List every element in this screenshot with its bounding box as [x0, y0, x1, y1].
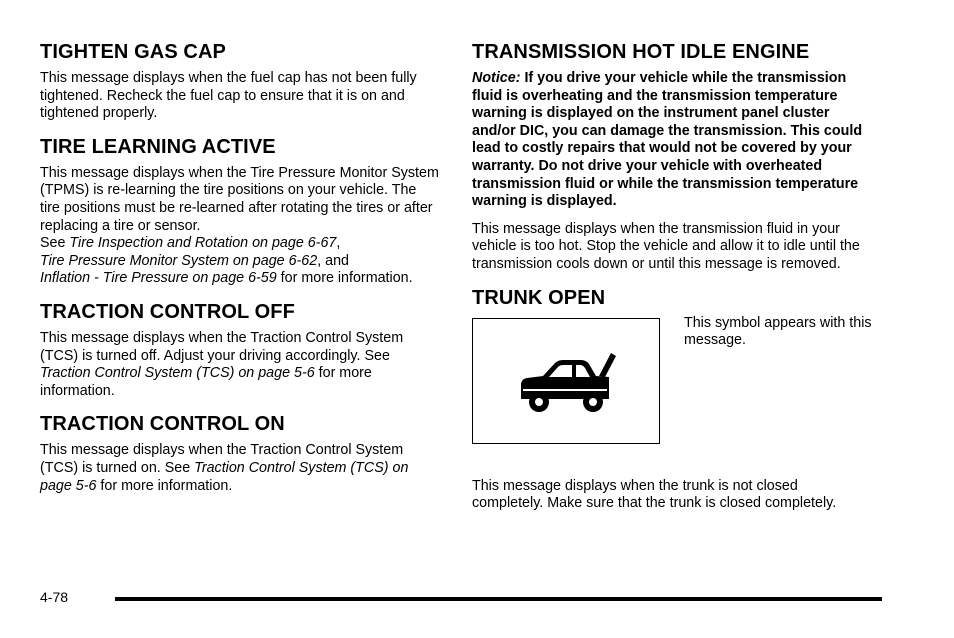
tc-off-tail-text: for more information. [40, 365, 372, 399]
heading-traction-control-on: TRACTION CONTROL ON [40, 413, 285, 436]
notice-paragraph [472, 70, 872, 211]
trunk-symbol-box [472, 318, 660, 444]
trunk-symbol-row [472, 314, 872, 478]
notice-label: Notice: [472, 70, 521, 86]
footer-rule [115, 597, 882, 601]
section-tire-learning-active [40, 135, 440, 288]
paragraph-traction-control-on [40, 442, 440, 495]
tire-body-text: This message displays when the Tire Pressure Monitor System (TPMS) is re-learning the tire positions on your vehicle. The tire positions must be re-learned after rotating the tires or after replacing a tire or sensor. [40, 164, 439, 234]
section-traction-control-on [40, 412, 440, 495]
tire-tail-text: for more information. [276, 270, 413, 287]
tire-rotation-reference-link[interactable]: Tire Inspection and Rotation on page 6-67 [69, 235, 337, 252]
heading-trunk-open: TRUNK OPEN [472, 286, 606, 309]
paragraph-transmission-hot: This message displays when the transmission fluid in your vehicle is too hot. Stop the vehicle and allow it to idle until the transmission cools down or until this message is removed. [472, 220, 860, 272]
trunk-open-icon [517, 347, 619, 419]
paragraph-tire-learning-active [40, 165, 440, 288]
paragraph-traction-control-off [40, 330, 440, 400]
heading-traction-control-off: TRACTION CONTROL OFF [40, 300, 295, 323]
symbol-note: This symbol appears with this message. [684, 314, 872, 349]
tire-separator-2: , and [317, 252, 350, 269]
inflation-reference-link[interactable]: Inflation - Tire Pressure on page 6-59 [40, 270, 277, 287]
tire-see-text: See [40, 235, 70, 252]
heading-tighten-gas-cap: TIGHTEN GAS CAP [40, 41, 226, 63]
tpms-reference-link[interactable]: Tire Pressure Monitor System on page 6-62 [40, 252, 318, 269]
tcs-reference-link-on[interactable]: Traction Control System (TCS) on page 5-6 [40, 459, 409, 494]
tcs-reference-link-off[interactable]: Traction Control System (TCS) on page 5-6 [40, 365, 315, 382]
section-trunk-open [472, 286, 872, 513]
tc-on-tail-text: for more information. [96, 477, 233, 494]
right-column [472, 40, 872, 525]
notice-body-text: If you drive your vehicle while the transmission fluid is overheating and the transmission temperature warning is displayed on the instrument panel cluster and/or DIC, you can damage the transmission. This could lead to costly repairs that would not be covered by your warranty. Do not drive your vehicle with overheated transmission fluid or while the transmission temperature warning is displayed. [472, 70, 863, 210]
section-tighten-gas-cap [40, 40, 440, 123]
tc-on-body-text: This message displays when the Traction Control System (TCS) is turned on. See [40, 442, 404, 476]
heading-tire-learning-active: TIRE LEARNING ACTIVE [40, 135, 276, 158]
heading-transmission-hot-idle-engine: TRANSMISSION HOT IDLE ENGINE [472, 41, 810, 63]
tc-off-body-text: This message displays when the Traction Control System (TCS) is turned off. Adjust your driving accordingly. See [40, 329, 404, 364]
paragraph-trunk-open: This message displays when the trunk is not closed completely. Make sure that the trunk is closed completely. [472, 477, 837, 512]
paragraph-tighten-gas-cap: This message displays when the fuel cap has not been fully tightened. Recheck the fuel cap to ensure that it is on and tightened properly. [40, 70, 417, 122]
section-transmission-hot-idle-engine [472, 40, 872, 274]
page-number: 4-78 [40, 589, 69, 605]
tire-separator-1: , [336, 235, 341, 252]
section-traction-control-off [40, 300, 440, 400]
left-column [40, 40, 440, 507]
